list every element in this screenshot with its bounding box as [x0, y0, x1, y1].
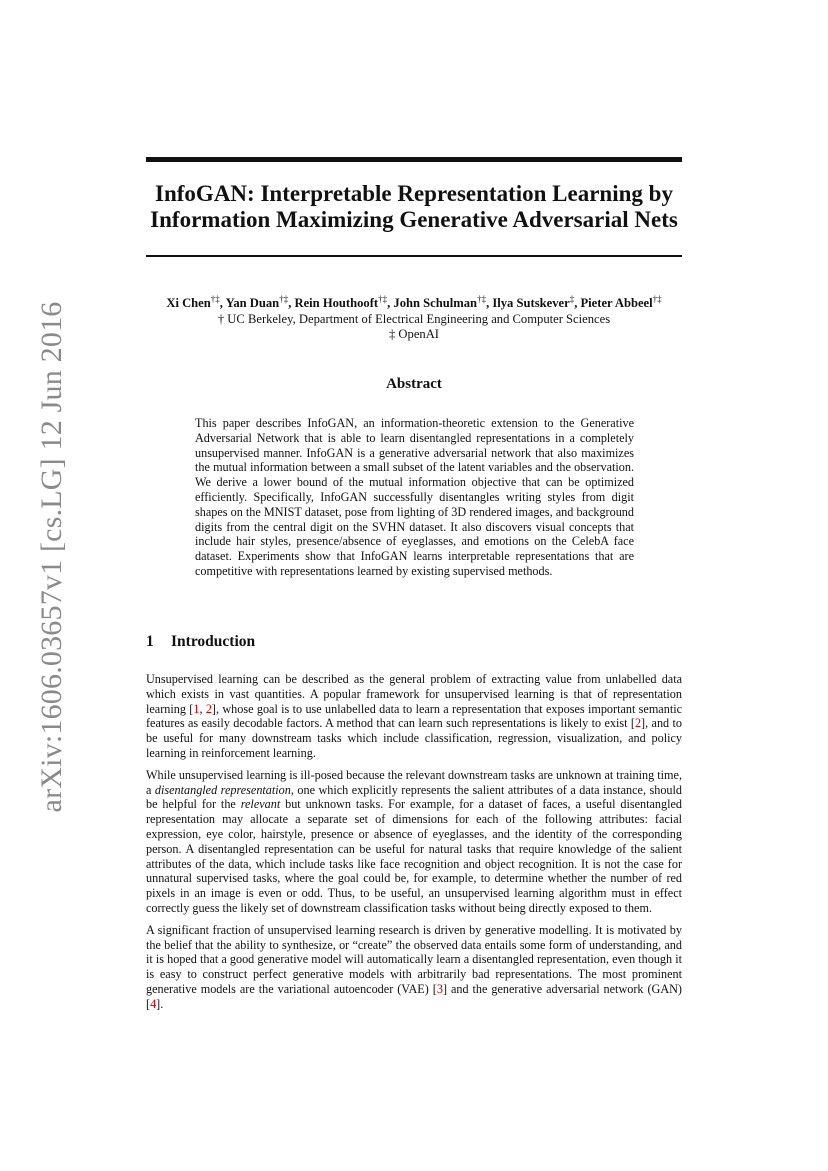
body-paragraph	[146, 923, 682, 1012]
author-name: Xi Chen	[166, 296, 211, 311]
author-affiliation-marks: †‡	[652, 294, 662, 304]
author-affiliation-marks: ‡	[569, 294, 575, 304]
author-list: Xi Chen†‡, Yan Duan†‡, Rein Houthooft†‡, John Schulman†‡, Ilya Sutskever‡, Pieter Abbeel†‡	[166, 294, 662, 311]
section-heading	[146, 633, 255, 651]
citation-link[interactable]: 2	[634, 716, 642, 731]
emphasized-text: disentangled representation	[154, 782, 291, 797]
affiliation-openai: ‡ OpenAI	[388, 327, 439, 342]
author-affiliation-marks: †‡	[279, 294, 289, 304]
author-name: Pieter Abbeel	[580, 296, 653, 311]
paragraph-text: ] and the generative adversarial network (GAN) [	[146, 981, 682, 1011]
section-title: Introduction	[171, 633, 256, 650]
author-name: Ilya Sutskever	[492, 296, 570, 311]
abstract-text: This paper describes InfoGAN, an information-theoretic extension to the Generative Adversarial Network that is able to learn disentangled representations in a completely unsupervised manner. InfoGAN is a generative adversarial network that also maximizes the mutual information between a small subset of the latent variables and the observation. We derive a lower bound of the mutual information objective that can be optimized efficiently. Specifically, InfoGAN successfully disentangles writing styles from digit shapes on the MNIST dataset, pose from lighting of 3D rendered images, and background digits from the central digit on the SVHN dataset. It also discovers visual concepts that include hair styles, presence/absence of eyeglasses, and emotions on the CelebA face dataset. Experiments show that InfoGAN learns interpretable representations that are competitive with representations learned by existing supervised methods.	[195, 416, 634, 578]
paper-title	[120, 181, 708, 233]
paragraph-text: , one which explicitly represents the salient attributes of a data instance, should be helpful for the	[146, 782, 682, 812]
author-block	[100, 292, 728, 343]
paragraph-text: ,	[199, 701, 206, 716]
author-name: Yan Duan	[225, 296, 280, 311]
paragraph-text: Unsupervised learning can be described as the general problem of extracting value from unlabelled data which exists in vast quantities. A popular framework for unsupervised learning is that of representation learning [	[146, 672, 682, 716]
paragraph-text: A significant fraction of unsupervised learning research is driven by generative modelling. It is motivated by the belief that the ability to synthesize, or “create” the observed data entails some form of understanding, and it is hoped that a good generative model will automatically learn a disentangled representation, even though it is easy to construct perfect generative models with arbitrarily bad representations. The most prominent generative models are the variational autoencoder (VAE) [	[146, 922, 682, 996]
section-number: 1	[146, 633, 154, 650]
author-affiliation-marks: †‡	[378, 294, 388, 304]
affiliation-berkeley: † UC Berkeley, Department of Electrical Engineering and Computer Sciences	[217, 311, 611, 326]
citation-link[interactable]: 1	[193, 701, 200, 716]
title-top-rule	[146, 157, 682, 162]
paragraph-text: but unknown tasks. For example, for a dataset of faces, a useful disentangled representation may allocate a separate set of dimensions for each of the following attributes: facial expression, eye color, hairstyle, presence or absence of eyeglasses, and the identity of the corresponding person. A disentangled representation can be useful for natural tasks that require knowledge of the salient attributes of the data, which include tasks like face recognition and object recognition. It is not the case for unnatural supervised tasks, where the goal could be, for example, to determine whether the number of red pixels in an image is even or odd. Thus, to be useful, an unsupervised learning algorithm must in effect correctly guess the likely set of downstream classification tasks without being directly exposed to them.	[146, 797, 683, 915]
title-bottom-rule	[146, 255, 682, 257]
author-affiliation-marks: †‡	[210, 294, 220, 304]
introduction-body	[146, 672, 682, 1019]
citation-link[interactable]: 4	[150, 996, 157, 1011]
paragraph-text: While unsupervised learning is ill-posed because the relevant downstream tasks are unknown at training time, a	[146, 767, 682, 797]
abstract-heading: Abstract	[386, 376, 442, 392]
author-affiliation-marks: †‡	[477, 294, 487, 304]
author-name: Rein Houthooft	[294, 296, 379, 311]
citation-link[interactable]: 3	[436, 981, 443, 996]
paper-title-line-1: InfoGAN: Interpretable Representation Learning by	[155, 181, 673, 206]
author-name: John Schulman	[393, 296, 478, 311]
body-paragraph	[146, 768, 682, 916]
body-paragraph	[146, 672, 682, 761]
arxiv-identifier-text: arXiv:1606.03657v1 [cs.LG] 12 Jun 2016	[35, 301, 68, 813]
paragraph-text: ].	[156, 996, 164, 1011]
citation-link[interactable]: 2	[205, 701, 212, 716]
emphasized-text: relevant	[240, 797, 281, 812]
paper-title-line-2: Information Maximizing Generative Adversarial Nets	[150, 207, 678, 232]
paragraph-text: ], and to be useful for many downstream tasks which include classification, regression, visualization, and policy learning in reinforcement learning.	[146, 716, 682, 760]
paragraph-text: ], whose goal is to use unlabelled data to learn a representation that exposes important semantic features as easily decodable factors. A method that can learn such representations is likely to exist [	[146, 701, 682, 731]
